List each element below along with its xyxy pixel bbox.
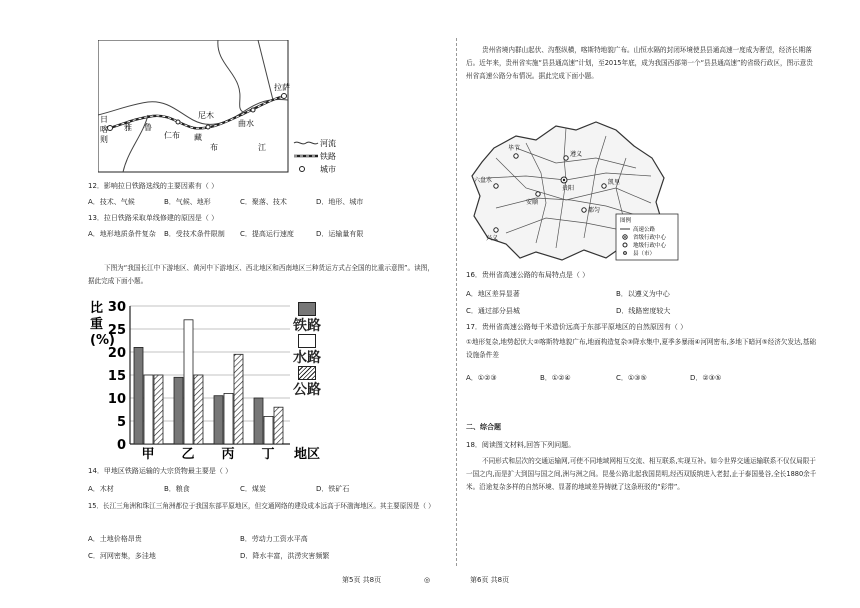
q13-option-d: D．运输量有限 xyxy=(316,230,364,238)
bar-水路 xyxy=(184,320,193,444)
label-bijie: 毕节 xyxy=(508,145,521,152)
y-tick-label: 0 xyxy=(116,438,126,453)
legend-rail-swatch xyxy=(298,302,316,316)
label-anshun: 安顺 xyxy=(526,199,539,206)
q15-stem: 15．长江三角洲和珠江三角洲都位于我国东部平原地区，但交通网络的建设成本远高于环渤海地区。其主要原因是（ ） xyxy=(88,502,435,510)
q17-stem: 17．贵州省高速公路每千米造价远高于东部平原地区的自然原因有（ ） xyxy=(466,323,688,331)
city-renbu xyxy=(176,120,180,124)
x-category-label: 丁 xyxy=(261,447,275,460)
city-rikaze xyxy=(108,126,113,131)
label-bu: 布 xyxy=(210,143,218,152)
label-ri: 日 xyxy=(100,115,108,124)
legend-county: 县（市） xyxy=(633,251,656,257)
legend-rail-label: 铁路 xyxy=(293,318,321,334)
legend-river-icon xyxy=(294,142,318,144)
x-axis-label: 地区 xyxy=(294,447,321,460)
y-tick-label: 10 xyxy=(107,392,126,407)
city-bijie xyxy=(514,154,518,158)
bar-水路 xyxy=(224,393,233,444)
guizhou-map-svg xyxy=(466,118,680,264)
label-ka: 喀 xyxy=(100,125,108,134)
guizhou-map xyxy=(466,118,680,264)
y-axis-label: (%) xyxy=(90,333,115,348)
bar-铁路 xyxy=(214,396,223,444)
bar-水路 xyxy=(264,416,273,444)
q13-option-c: C．提高运行速度 xyxy=(240,230,294,238)
y-tick-label: 15 xyxy=(107,369,126,384)
label-guiyang: 贵阳 xyxy=(562,185,575,192)
legend-city: 城市 xyxy=(320,165,336,174)
legend-river: 河流 xyxy=(320,139,336,148)
bar-水路 xyxy=(144,375,153,444)
railway-dash xyxy=(110,96,284,128)
q18-body: 不同形式和层次的交通运输网,可使不同地域网相互交流、相互联系,实现互补。如今世界交通运输联系不仅仅局限于一国之内,而是扩大到国与国之间,洲与洲之间。昆曼公路北起我国昆明,经西双版纳进入老挝,止于泰国曼谷,全长1880余千米。沿途复杂多样的自然环境、显著的地域差异铸就了这条班驳的“彩带”。 xyxy=(466,457,817,491)
q13-option-b: B．受技术条件限制 xyxy=(164,230,225,238)
q16-stem: 16．贵州省高速公路的布局特点是（ ） xyxy=(466,271,590,279)
legend-highway: 高速公路 xyxy=(633,227,656,233)
intro-3: 贵州省境内群山起伏、沟壑纵横，喀斯特地貌广布。山恒水隔的封闭环境使县县通高速一度成为奢望，经济长期落后。近年来，贵州省实施“县县通高速”计划，至2015年底，成为我国西部第一个“县县通高速”的省级行政区，图示意贵州省高速公路分布情况。据此完成下面小题。 xyxy=(466,46,813,80)
label-renbu: 仁布 xyxy=(164,131,180,140)
intro-2: 下图为“我国长江中下游地区、黄河中下游地区、西北地区和西南地区三种货运方式占全国的比重示意图”。读图，据此完成下面小题。 xyxy=(88,264,434,285)
city-duyun xyxy=(582,208,586,212)
y-tick-label: 20 xyxy=(107,346,126,361)
q12-option-c: C．聚落、技术 xyxy=(240,198,287,206)
bar-公路 xyxy=(234,354,243,444)
label-qushui: 曲水 xyxy=(238,119,254,128)
legend-pref-icon xyxy=(623,243,627,247)
footer-center-mark: ◎ xyxy=(424,576,431,584)
city-qushui xyxy=(251,108,255,112)
city-zunyi xyxy=(564,156,568,160)
bar-公路 xyxy=(274,407,283,444)
label-jiang: 江 xyxy=(258,143,266,152)
label-liupanshui: 六盘水 xyxy=(474,177,493,184)
q17-option-d: D．②③⑤ xyxy=(690,374,722,382)
city-kaili xyxy=(602,184,606,188)
railway-map xyxy=(98,40,346,178)
bar-铁路 xyxy=(174,377,183,444)
q18-stem: 18．阅读图文材料,回答下列问题。 xyxy=(466,441,576,449)
x-category-label: 乙 xyxy=(181,447,195,460)
q13-stem: 13．拉日铁路采取单线修建的原因是（ ） xyxy=(88,214,219,222)
legend-water-label: 水路 xyxy=(293,350,321,366)
q17-option-a: A．①②③ xyxy=(466,374,497,382)
label-lu: 鲁 xyxy=(144,123,152,132)
label-duyun: 都匀 xyxy=(588,207,601,214)
city-liupanshui xyxy=(494,184,498,188)
legend-county-icon xyxy=(624,252,627,255)
legend-road-label: 公路 xyxy=(293,382,321,398)
bar-公路 xyxy=(194,375,203,444)
q16-option-c: C．通过部分县城 xyxy=(466,307,520,315)
q14-stem: 14．甲地区铁路运输的大宗货物最主要是（ ） xyxy=(88,467,233,475)
label-xingyi: 兴义 xyxy=(486,235,499,242)
label-zunyi: 遵义 xyxy=(570,151,583,158)
legend-prov: 省级行政中心 xyxy=(633,235,667,241)
label-zang: 藏 xyxy=(194,133,202,142)
y-axis-label: 重 xyxy=(90,317,104,332)
y-tick-label: 5 xyxy=(116,415,126,430)
legend-railway: 铁路 xyxy=(320,152,336,161)
q16-option-b: B．以遵义为中心 xyxy=(616,290,670,298)
legend-road-swatch xyxy=(298,366,316,380)
q14-option-a: A．木材 xyxy=(88,485,114,493)
legend-water-swatch xyxy=(298,334,316,348)
q15-option-d: D．降水丰富，洪涝灾害频繁 xyxy=(240,552,330,560)
q12-option-a: A．技术、气候 xyxy=(88,198,135,206)
q17-option-c: C．①③⑤ xyxy=(616,374,647,382)
map2-legend-title: 图例 xyxy=(620,218,632,224)
q13-option-a: A．地形地质条件复杂 xyxy=(88,230,156,238)
y-tick-label: 30 xyxy=(107,300,126,315)
label-ya: 雅 xyxy=(124,123,132,132)
label-kaili: 凯里 xyxy=(608,179,621,186)
label-nimu: 尼木 xyxy=(198,111,214,120)
railway-map-svg xyxy=(98,40,346,178)
footer-left-page: 第5页 共8页 xyxy=(342,576,382,584)
q15-option-a: A．土地价格昂贵 xyxy=(88,535,142,543)
city-nimu xyxy=(206,125,210,129)
q14-option-c: C．煤炭 xyxy=(240,485,266,493)
q12-option-b: B．气候、地形 xyxy=(164,198,211,206)
legend-pref: 地级行政中心 xyxy=(633,243,667,249)
label-ze: 则 xyxy=(100,135,108,144)
q17-option-b: B．①②④ xyxy=(540,374,571,382)
q16-option-d: D．线路密度较大 xyxy=(616,307,671,315)
q14-option-d: D．铁矿石 xyxy=(316,485,350,493)
river-north xyxy=(218,40,243,112)
bar-铁路 xyxy=(134,347,143,444)
railway-line xyxy=(110,96,284,128)
label-lasa: 拉萨 xyxy=(274,83,290,92)
q14-option-b: B．粮食 xyxy=(164,485,190,493)
section-2-title: 二、综合题 xyxy=(466,423,501,431)
q15-option-c: C．河网密集，多洼地 xyxy=(88,552,156,560)
bar-公路 xyxy=(154,375,163,444)
q17-body: ①地形复杂,地势起伏大②喀斯特地貌广布,地面构造复杂③降水集中,夏季多暴雨④河网密布,多地下暗河⑤经济欠发达,基础设施条件差 xyxy=(466,338,816,359)
q12-stem: 12．影响拉日铁路选线的主要因素有（ ） xyxy=(88,182,219,190)
legend-city-icon xyxy=(300,167,305,172)
y-tick-label: 25 xyxy=(107,323,126,338)
city-lasa xyxy=(282,94,287,99)
footer-right-page: 第6页 共8页 xyxy=(470,576,510,584)
x-category-label: 甲 xyxy=(141,447,155,460)
city-anshun xyxy=(536,192,540,196)
column-divider xyxy=(456,38,458,566)
q15-option-b: B．劳动力工资水平高 xyxy=(240,535,308,543)
y-axis-label: 比 xyxy=(90,301,104,316)
bar-铁路 xyxy=(254,398,263,444)
q16-option-a: A．地区差异显著 xyxy=(466,290,520,298)
q12-option-d: D．地形、城市 xyxy=(316,198,364,206)
x-category-label: 丙 xyxy=(221,447,235,460)
river-northeast xyxy=(258,40,273,100)
river-main xyxy=(98,100,288,125)
city-xingyi xyxy=(494,228,498,232)
